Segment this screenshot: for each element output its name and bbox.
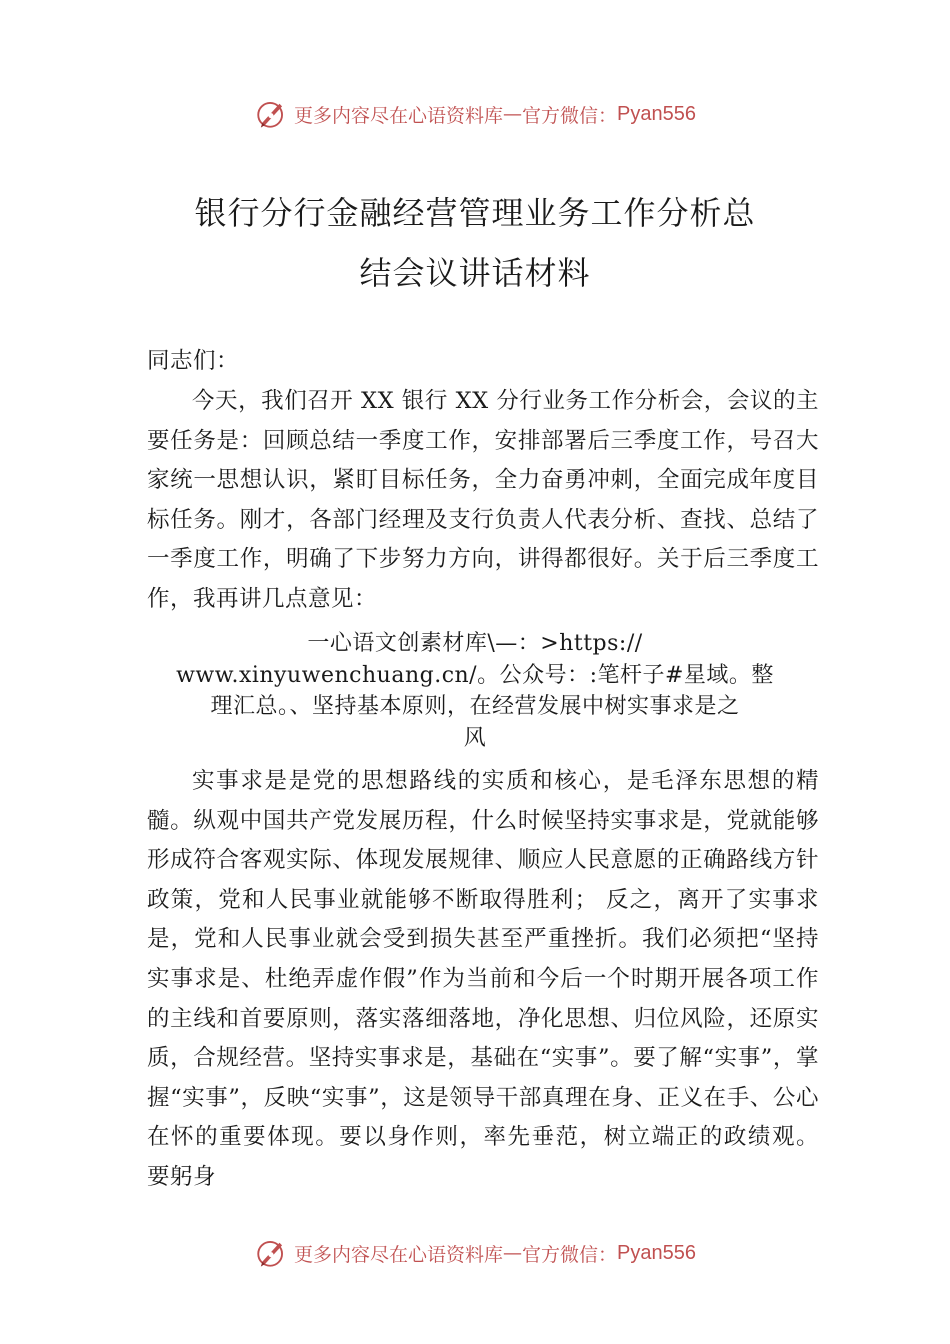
paragraph-seek-truth: 实事求是是党的思想路线的实质和核心，是毛泽东思想的精髓。纵观中国共产党发展历程，什么时候坚持实事求是，党就能够形成符合客观实际、体现发展规律、顺应人民意愿的正确路线方针政策，党和人民事业就能够不断取得胜利； 反之，离开了实事求是，党和人民事业就会受到损失甚至严重挫折。我们必须把“坚持实事求是、杜绝弄虚作假”作为当前和今后一个时期开展各项工作的主线和首要原则，落实落细落地，净化思想、归位风险，还原实质，合规经营。坚持实事求是，基础在“实事”。要了解“实事”，掌握“实事”，反映“实事”，这是领导干部真理在身、正义在手、公心在怀的重要体现。要以身作则，率先垂范，树立端正的政绩观。 要躬身	[147, 768, 819, 1190]
greeting: 同志们：	[147, 348, 240, 374]
brand-text: 更多内容尽在心语资料库	[294, 104, 504, 127]
header-watermark-banner	[0, 94, 950, 134]
banner-separator: —	[503, 103, 523, 125]
wechat-id: Pyan556	[617, 102, 696, 125]
brand-text: 更多内容尽在心语资料库	[294, 1243, 504, 1266]
section-heading-line-3: 理汇总。、坚持基本原则，在经营发展中树实事求是之	[210, 694, 740, 719]
section-heading-line-2: www.xinyuwenchuang.cn/。公众号：:笔杆子#星域。整	[176, 662, 774, 688]
wechat-label: 官方微信：	[522, 1243, 618, 1266]
pen-logo-icon	[254, 1236, 288, 1270]
wechat-label: 官方微信：	[522, 104, 618, 127]
document-title-line-1: 银行分行金融经营管理业务工作分析总	[194, 194, 756, 232]
pen-logo-icon	[254, 97, 288, 131]
footer-watermark-banner	[0, 1233, 950, 1273]
section-heading	[160, 628, 790, 754]
section-heading-line-4: 风	[463, 725, 487, 751]
banner-separator: —	[503, 1242, 523, 1264]
wechat-id: Pyan556	[617, 1241, 696, 1264]
section-heading-line-1: 一心语文创素材库\—：>https://	[307, 631, 643, 656]
paragraph-intro: 今天，我们召开 XX 银行 XX 分行业务工作分析会，会议的主要任务是：回顾总结一季度工作，安排部署后三季度工作，号召大家统一思想认识，紧盯目标任务，全力奋勇冲刺，全面完成年度目标任务。刚才，各部门经理及支行负责人代表分析、查找、总结了一季度工作，明确了下步努力方向，讲得都很好。关于后三季度工作，我再讲几点意见：	[147, 388, 819, 612]
document-title-line-2: 结会议讲话材料	[359, 254, 591, 292]
